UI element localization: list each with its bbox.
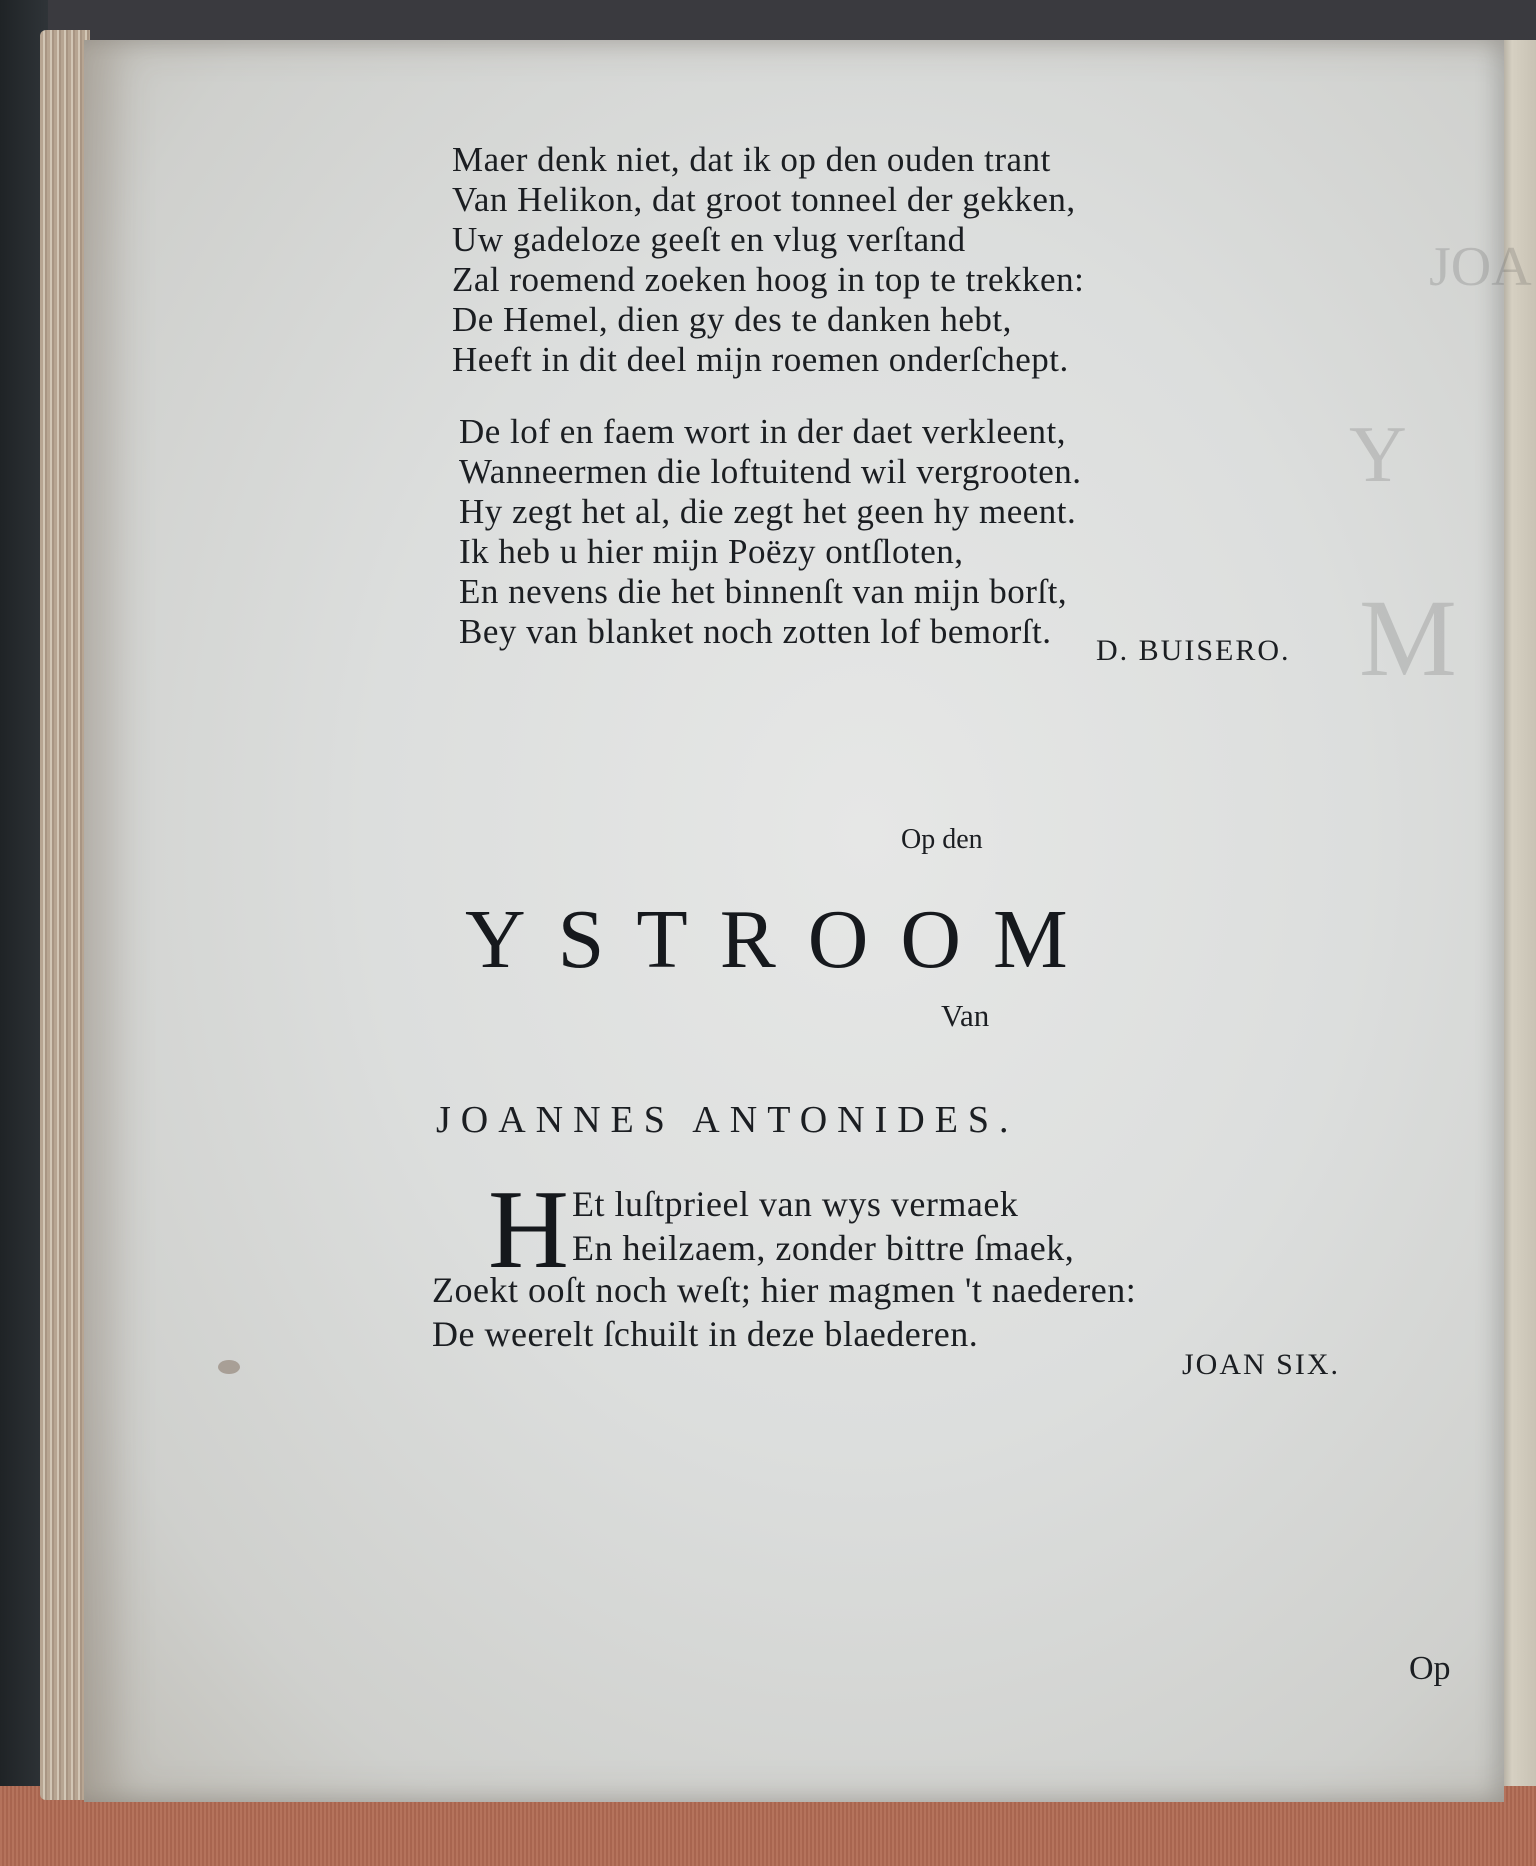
- poem-line: Heeft in dit deel mijn roemen onderſchept.: [452, 340, 1069, 379]
- poem-stanza-2: [459, 412, 1082, 652]
- poem-2-indented-lines: [572, 1182, 1074, 1270]
- poem-line: De lof en faem wort in der daet verkleent,: [459, 412, 1066, 451]
- author-name: JOANNES ANTONIDES.: [436, 1099, 1019, 1141]
- signature-six: JOAN SIX.: [1182, 1348, 1341, 1381]
- poem-line: De weerelt ſchuilt in deze blaederen.: [432, 1314, 979, 1354]
- poem-line: Ik heb u hier mijn Poëzy ontſloten,: [459, 532, 964, 571]
- poem-line: En nevens die het binnenſt van mijn borſt,: [459, 572, 1068, 611]
- poem-line: En heilzaem, zonder bittre ſmaek,: [572, 1228, 1075, 1268]
- poem-line: Zal roemend zoeken hoog in top te trekken:: [452, 260, 1085, 299]
- signature-buisero: D. BUISERO.: [1096, 634, 1291, 667]
- heading-op-den: Op den: [901, 824, 983, 855]
- bleed-through-text: M: [1359, 577, 1457, 699]
- poem-line: Maer denk niet, dat ik op den ouden trant: [452, 140, 1051, 179]
- heading-van: Van: [941, 998, 990, 1033]
- bleed-through-text: JOA: [1429, 236, 1532, 298]
- poem-line: Bey van blanket noch zotten lof bemorſt.: [459, 612, 1052, 651]
- bleed-through-text: Y: [1349, 411, 1407, 499]
- poem-line: Et luſtprieel van wys vermaek: [572, 1184, 1019, 1224]
- poem-stanza-1: [452, 140, 1084, 380]
- poem-line: Wanneermen die loftuitend wil vergrooten.: [459, 452, 1082, 491]
- catchword: Op: [1409, 1650, 1451, 1687]
- page-title: YSTROOM: [465, 893, 1100, 986]
- page-stack-edge: [40, 30, 90, 1800]
- poem-line: Van Helikon, dat groot tonneel der gekken,: [452, 180, 1076, 219]
- book-page: [84, 40, 1532, 1802]
- drop-capital: H: [488, 1168, 569, 1292]
- paper-stain: [218, 1360, 240, 1374]
- poem-line: Hy zegt het al, die zegt het geen hy meent.: [459, 492, 1077, 531]
- poem-line: Zoekt ooſt noch weſt; hier magmen 't naederen:: [432, 1270, 1137, 1310]
- poem-line: De Hemel, dien gy des te danken hebt,: [452, 300, 1012, 339]
- poem-line: Uw gadeloze geeſt en vlug verſtand: [452, 220, 966, 259]
- poem-2-lines: [432, 1268, 1136, 1356]
